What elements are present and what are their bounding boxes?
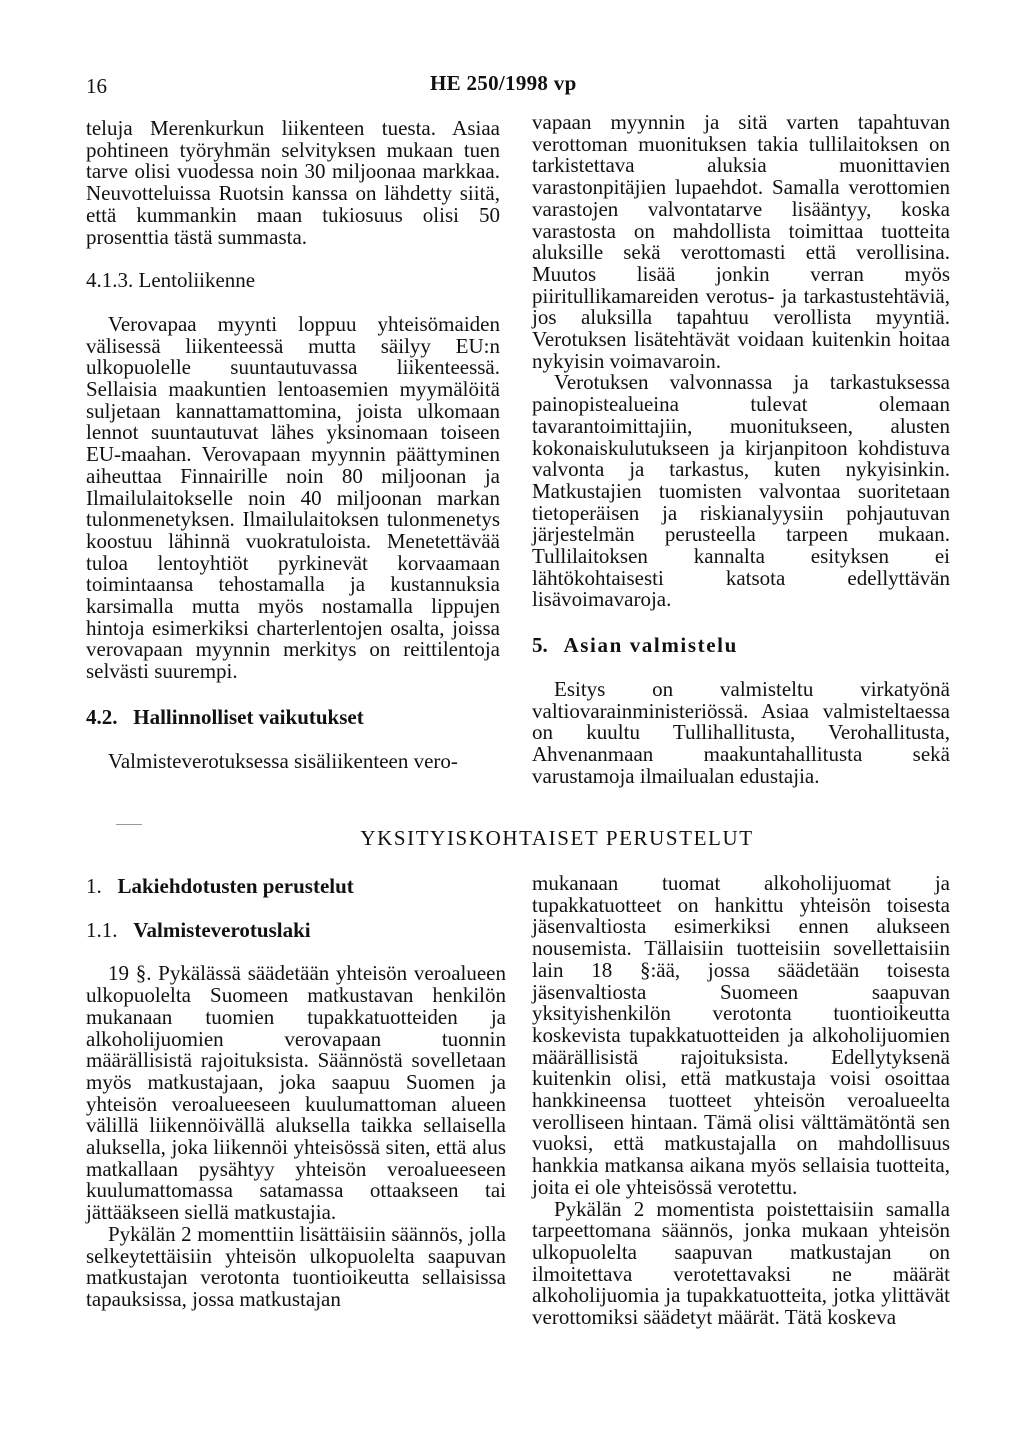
top-left-column — [86, 118, 500, 772]
paragraph: Verovapaa myynti loppuu yhteisömaiden välisessä liikenteessä mutta säilyy EU:n ulkopuolelle suuntautuvassa liikenteessä. Sellaisia maakuntien lentoasemien myymälöitä suljetaan kannattamattomina, joista ulkomaan lennot suuntautuvat lähes yksinomaan toiseen EU-maahan. Verovapaan myynnin päättyminen aiheuttaa Finnairille noin 80 miljoonan ja Ilmailulaitokselle noin 40 miljoonan markan tulonmenetyksen. Ilmailulaitoksen tulonmenetys koostuu lähinnä vuokratuloista. Menetettävää tuloa lentoyhtiöt pyrkinevät korvaamaan toimintaansa tehostamalla ja kustannuksia karsimalla mutta myös nostamalla lippujen hintoja esimerkiksi charterlentojen osalta, joissa verovapaan myynnin merkitys on reittilentoja selvästi suurempi. — [86, 311, 500, 684]
paragraph: Pykälän 2 momenttiin lisättäisiin säännös, jolla selkeytettäisiin yhteisön ulkopuolelta saapuvan matkustajan verotonta tuontioikeutta sellaisissa tapauksissa, jossa matkustajan — [86, 1221, 506, 1311]
subsection-heading-1-1 — [86, 917, 506, 942]
heading-number: 5. — [532, 633, 548, 658]
divider — [116, 824, 142, 825]
bottom-right-column — [532, 873, 950, 1329]
subsection-heading-4-1-3: 4.1.3. Lentoliikenne — [86, 268, 256, 293]
paragraph: vapaan myynnin ja sitä varten tapahtuvan verottoman muonituksen takia tullilaitoksen on tarkistettava aluksia muonittavien varastonpitäjien lupaehdot. Samalla verottomien varastojen valvontatarve lisääntyy, koska varastosta on mahdollista toimittaa tuotteita aluksille sekä verottomasti että verollisina. Muutos lisää jonkin verran myös piiritullikamareiden verotus- ja tarkastustehtäviä, jos aluksilla tapahtuu verollista myyntiä. Verotuksen lisätehtävät voidaan kuitenkin hoitaa nykyisin voimavaroin. — [532, 110, 950, 373]
bottom-left-column — [86, 876, 506, 1311]
top-right-column — [532, 112, 950, 787]
paragraph: mukanaan tuomat alkoholijuomat ja tupakkatuotteet on hankittu yhteisön toisesta jäsenvaltiosta esimerkiksi ennen alukseen nousemista. Tällaisiin tuotteisiin sovellettaisiin lain 18 §:ää, jossa säädetään toisesta jäsenvaltiosta Suomeen saapuvan yksityishenkilön verotonta tuontioikeutta koskevista tupakkatuotteiden ja alkoholijuomien määrällisistä rajoituksista. Edellytyksenä kuitenkin olisi, että matkustaja voisi osoittaa hankkineensa tuotteet yhteisön veroalueelta verolliseen hintaan. Tämä olisi välttämätöntä sen vuoksi, että matkustajalla on mahdollisuus hankkia matkansa aikana myös sellaisia tuotteita, joita ei ole yhteisössä verotettu. — [532, 871, 950, 1199]
heading-number: 1. — [86, 874, 102, 898]
paragraph: Verotuksen valvonnassa ja tarkastuksessa painopistealueina tulevat olemaan tavarantoimittajiin, muonitukseen, alusten kokonaiskulutukseen ja kirjanpitoon kohdistuva valvonta ja tarkastus, kuten nykyisinkin. Matkustajien tuomisten valvontaa suoritetaan tietoperäisen ja riskianalyysiin pohjautuvan järjestelmän perusteella tarpeen mukaan. Tullilaitoksen kannalta esityksen ei lähtökohtaisesti katsota edellyttävän lisävoimavaroja. — [532, 370, 950, 612]
heading-title: Valmisteverotuslaki — [133, 917, 311, 942]
page-number: 16 — [86, 74, 107, 98]
section-heading-1 — [86, 876, 506, 898]
section-title: YKSITYISKOHTAISET PERUSTELUT — [360, 826, 754, 850]
paragraph: 19 §. Pykälässä säädetään yhteisön veroalueen ulkopuolelta Suomeen matkustavan henkilön mukanaan tuomien tupakkatuotteiden ja alkoholijuomien verovapaan tuonnin määrällisistä rajoituksista. Säännöstä sovelletaan myös matkustajaan, joka saapuu Suomen ja yhteisön veroalueeseen kuulumattoman alueen välillä liikennöivällä aluksella taikka sellaisella aluksella, joka liikennöi yhteisössä siten, että alus matkallaan pysähtyy yhteisön veroalueeseen kuulumattomassa satamassa ottaakseen tai jättääkseen siellä matkustajia. — [86, 961, 506, 1225]
paragraph: teluja Merenkurkun liikenteen tuesta. Asiaa pohtineen työryhmän selvityksen mukaan tuen tarve olisi vuodessa noin 30 miljoonaa markkaa. Neuvotteluissa Ruotsin kanssa on lähdetty siitä, että kummankin maan tukiosuus olisi 50 prosenttia tästä summasta. — [86, 116, 500, 249]
section-heading-5 — [532, 635, 950, 657]
running-head: HE 250/1998 vp — [430, 71, 577, 95]
heading-title: Asian valmistelu — [563, 633, 738, 658]
heading-number: 1.1. — [86, 917, 118, 942]
paragraph: Esitys on valmisteltu virkatyönä valtiovarainministeriössä. Asiaa valmisteltaessa on kuultu Tullihallitusta, Verohallitusta, Ahvenanmaan maakuntahallitusta sekä varustamoja ilmailualan edustajia. — [532, 676, 950, 788]
paragraph: Pykälän 2 momentista poistettaisiin samalla tarpeettomana säännös, jonka mukaan yhteisön ulkopuolelta saapuvan matkustajan on ilmoitettava verotettavaksi ne määrät alkoholijuomia ja tupakkatuotteita, jotka ylittävät verottomiksi säädetyt määrät. Tätä koskeva — [532, 1196, 950, 1330]
heading-title: Hallinnolliset vaikutukset — [133, 704, 364, 729]
heading-number: 4.2. — [86, 704, 118, 729]
heading-title: Lakiehdotusten perustelut — [117, 874, 354, 898]
paragraph: Valmisteverotuksessa sisäliikenteen vero- — [108, 748, 458, 773]
subsection-heading-4-2 — [86, 704, 500, 729]
